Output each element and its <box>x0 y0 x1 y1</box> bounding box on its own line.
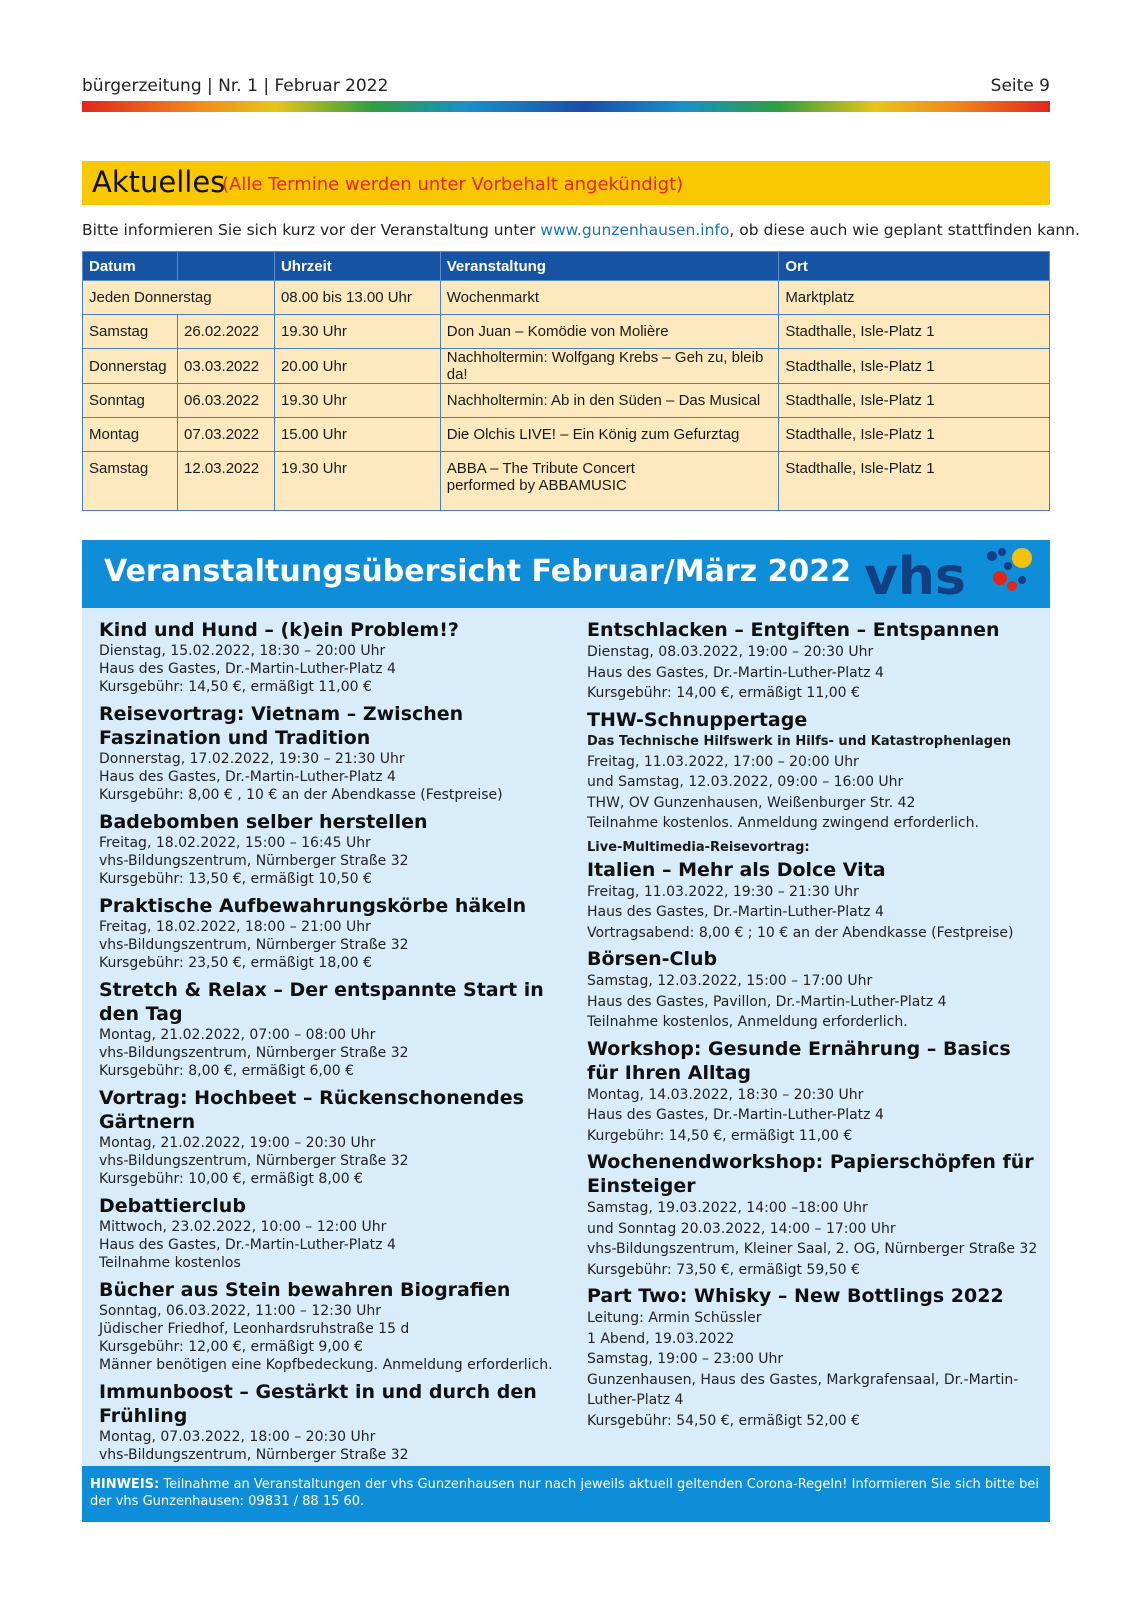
event-detail-line: Kursgebühr: 13,50 €, ermäßigt 10,50 € <box>99 871 372 887</box>
event-title: Vortrag: Hochbeet – Rückenschonendes Gärtnern <box>99 1087 524 1133</box>
vhs-logo-text: vhs <box>864 547 966 606</box>
cell-ort: Stadthalle, Isle-Platz 1 <box>779 384 1050 418</box>
event-title: Italien – Mehr als Dolce Vita <box>587 858 886 881</box>
cell-datum: Jeden Donnerstag <box>83 281 275 315</box>
event-detail-line: Haus des Gastes, Dr.-Martin-Luther-Platz 4 <box>587 1107 884 1123</box>
hinweis-box <box>82 1466 1050 1522</box>
column-header-datum: Datum <box>83 252 178 281</box>
event-item <box>587 618 1042 704</box>
event-detail-line: Montag, 14.03.2022, 18:30 – 20:30 Uhr <box>587 1086 864 1103</box>
event-detail-line: Kursgebühr: 14,50 €, ermäßigt 11,00 € <box>99 679 372 695</box>
event-detail-line: Gunzenhausen, Haus des Gastes, Markgrafensaal, Dr.-Martin-Luther-Platz 4 <box>587 1371 1019 1408</box>
event-detail-line: Montag, 21.02.2022, 19:00 – 20:30 Uhr <box>99 1135 376 1151</box>
cell-tag: Montag <box>83 418 178 452</box>
event-detail-line: und Sonntag 20.03.2022, 14:00 – 17:00 Uhr <box>587 1220 896 1237</box>
event-detail-line: vhs-Bildungszentrum, Nürnberger Straße 32 <box>99 1447 409 1463</box>
event-detail-line: vhs-Bildungszentrum, Nürnberger Straße 32 <box>99 937 409 953</box>
event-detail-line: Montag, 07.03.2022, 18:00 – 20:30 Uhr <box>99 1429 376 1445</box>
cell-veranstaltung: Wochenmarkt <box>440 281 779 315</box>
cell-veranstaltung: Die Olchis LIVE! – Ein König zum Gefurztag <box>440 418 779 452</box>
vhs-section <box>82 540 1050 1522</box>
event-title: Praktische Aufbewahrungskörbe häkeln <box>99 895 527 917</box>
cell-datum: 06.03.2022 <box>177 384 274 418</box>
event-detail-line: Kursgebühr: 14,00 €, ermäßigt 11,00 € <box>587 685 860 701</box>
event-detail-line: Haus des Gastes, Dr.-Martin-Luther-Platz 4 <box>99 769 396 785</box>
cell-tag: Sonntag <box>83 384 178 418</box>
cell-ort: Stadthalle, Isle-Platz 1 <box>779 452 1050 511</box>
event-detail-line: Dienstag, 15.02.2022, 18:30 – 20:00 Uhr <box>99 643 386 659</box>
cell-uhrzeit: 19.30 Uhr <box>274 452 440 511</box>
event-detail-line: Samstag, 19.03.2022, 14:00 –18:00 Uhr <box>587 1200 868 1216</box>
event-title: Stretch & Relax – Der entspannte Start in den Tag <box>99 979 544 1025</box>
event-title: THW-Schnuppertage <box>587 708 808 731</box>
aktuelles-note: (Alle Termine werden unter Vorbehalt angekündigt) <box>222 174 684 195</box>
cell-veranstaltung <box>440 452 779 511</box>
cell-uhrzeit: 08.00 bis 13.00 Uhr <box>274 281 440 315</box>
cell-veranstaltung: Nachholtermin: Wolfgang Krebs – Geh zu, bleib da! <box>440 349 779 384</box>
event-item <box>99 978 559 1080</box>
aktuelles-banner <box>82 161 1050 205</box>
event-detail-line: Montag, 21.02.2022, 07:00 – 08:00 Uhr <box>99 1027 376 1043</box>
column-header-ort: Ort <box>779 252 1050 281</box>
event-detail-line: vhs-Bildungszentrum, Nürnberger Straße 32 <box>99 1153 409 1169</box>
table-row <box>83 315 1050 349</box>
left-column <box>99 618 559 1488</box>
event-detail-line: Sonntag, 06.03.2022, 11:00 – 12:30 Uhr <box>99 1303 382 1319</box>
event-item <box>99 810 559 888</box>
event-detail-line: Haus des Gastes, Dr.-Martin-Luther-Platz 4 <box>587 904 884 920</box>
cell-tag: Samstag <box>83 315 178 349</box>
event-title: Workshop: Gesunde Ernährung – Basics für Ihren Alltag <box>587 1037 1011 1084</box>
event-detail-line: Freitag, 18.02.2022, 18:00 – 21:00 Uhr <box>99 919 371 935</box>
hinweis-text: Teilnahme an Veranstaltungen der vhs Gunzenhausen nur nach jeweils aktuell geltenden Corona-Regeln! Informieren Sie sich bitte bei der vhs Gunzenhausen: 09831 / 88 15 60. <box>90 1477 1039 1509</box>
cell-datum: 03.03.2022 <box>177 349 274 384</box>
event-detail-line: THW, OV Gunzenhausen, Weißenburger Str. 42 <box>587 794 916 811</box>
publication-info: bürgerzeitung | Nr. 1 | Februar 2022 <box>82 76 389 96</box>
event-title: Reisevortrag: Vietnam – Zwischen Faszination und Tradition <box>99 703 464 749</box>
event-detail-line: Samstag, 19:00 – 23:00 Uhr <box>587 1351 784 1367</box>
event-detail-line: Kursgebühr: 8,00 €, ermäßigt 6,00 € <box>99 1063 355 1079</box>
column-header-empty <box>177 252 274 281</box>
event-detail-line: vhs-Bildungszentrum, Nürnberger Straße 32 <box>99 853 409 869</box>
event-detail-line: vhs-Bildungszentrum, Kleiner Saal, 2. OG, Nürnberger Straße 32 <box>587 1241 1038 1257</box>
event-detail-line: Kursgebühr: 12,00 €, ermäßigt 9,00 € <box>99 1339 363 1355</box>
page-header <box>82 76 1050 100</box>
cell-ort: Stadthalle, Isle-Platz 1 <box>779 418 1050 452</box>
cell-veranstaltung: Don Juan – Komödie von Molière <box>440 315 779 349</box>
website-link[interactable]: www.gunzenhausen.info <box>540 221 730 239</box>
event-detail-line: Donnerstag, 17.02.2022, 19:30 – 21:30 Uhr <box>99 751 405 767</box>
cell-veranstaltung: Nachholtermin: Ab in den Süden – Das Musical <box>440 384 779 418</box>
event-title: Part Two: Whisky – New Bottlings 2022 <box>587 1285 1004 1307</box>
event-detail-line: Teilnahme kostenlos, Anmeldung erforderlich. <box>587 1014 908 1030</box>
event-detail-line: Teilnahme kostenlos <box>99 1255 241 1271</box>
cell-tag: Donnerstag <box>83 349 178 384</box>
event-subtitle: Das Technische Hilfswerk in Hilfs- und Katastrophenlagen <box>587 733 1012 749</box>
table-row <box>83 349 1050 384</box>
cell-datum: 07.03.2022 <box>177 418 274 452</box>
event-detail-line: Freitag, 11.03.2022, 17:00 – 20:00 Uhr <box>587 753 859 770</box>
right-column <box>587 618 1042 1435</box>
event-title: Immunboost – Gestärkt in und durch den Frühling <box>99 1381 537 1427</box>
cell-tag: Samstag <box>83 452 178 511</box>
event-title: Börsen-Club <box>587 948 718 970</box>
vhs-logo <box>862 542 1042 606</box>
event-item <box>587 708 1042 834</box>
event-detail-line: Haus des Gastes, Pavillon, Dr.-Martin-Luther-Platz 4 <box>587 993 947 1010</box>
cell-uhrzeit: 15.00 Uhr <box>274 418 440 452</box>
cell-ort: Stadthalle, Isle-Platz 1 <box>779 349 1050 384</box>
column-header-veranstaltung: Veranstaltung <box>440 252 779 281</box>
event-item <box>99 618 559 696</box>
event-title: Debattierclub <box>99 1195 246 1217</box>
event-detail-line: Vortragsabend: 8,00 € ; 10 € an der Abendkasse (Festpreise) <box>587 924 1014 941</box>
event-kicker: Live-Multimedia-Reisevortrag: <box>587 839 810 855</box>
event-detail-line: Freitag, 18.02.2022, 15:00 – 16:45 Uhr <box>99 835 371 851</box>
event-detail-line: und Samstag, 12.03.2022, 09:00 – 16:00 Uhr <box>587 774 904 790</box>
event-item <box>587 1284 1042 1431</box>
event-title: Bücher aus Stein bewahren Biografien <box>99 1279 511 1301</box>
event-detail-line: Dienstag, 08.03.2022, 19:00 – 20:30 Uhr <box>587 644 874 660</box>
event-item <box>587 838 1042 944</box>
table-row <box>83 384 1050 418</box>
table-header-row <box>83 252 1050 281</box>
event-detail-line: Männer benötigen eine Kopfbedeckung. Anmeldung erforderlich. <box>99 1357 553 1373</box>
table-row <box>83 418 1050 452</box>
event-item <box>99 1194 559 1272</box>
event-item <box>99 1278 559 1374</box>
event-item <box>99 1086 559 1188</box>
events-table <box>82 251 1050 511</box>
event-detail-line: Kursgebühr: 23,50 €, ermäßigt 18,00 € <box>99 955 372 971</box>
event-item <box>587 1037 1042 1147</box>
event-title: Kind und Hund – (k)ein Problem!? <box>99 619 459 641</box>
intro-text-2: , ob diese auch wie geplant stattfinden kann. <box>729 221 1080 239</box>
cell-ort: Marktplatz <box>779 281 1050 315</box>
cell-datum: 26.02.2022 <box>177 315 274 349</box>
rainbow-stripe <box>82 101 1050 112</box>
hinweis-label: HINWEIS: <box>90 1477 160 1492</box>
page-number: Seite 9 <box>990 76 1050 96</box>
cell-uhrzeit: 19.30 Uhr <box>274 384 440 418</box>
event-detail-line: vhs-Bildungszentrum, Nürnberger Straße 32 <box>99 1045 409 1061</box>
event-title: Badebomben selber herstellen <box>99 811 428 833</box>
event-detail-line: Teilnahme kostenlos. Anmeldung zwingend erforderlich. <box>587 815 979 831</box>
event-detail-line: Mittwoch, 23.02.2022, 10:00 – 12:00 Uhr <box>99 1219 387 1235</box>
intro-text-1: Bitte informieren Sie sich kurz vor der Veranstaltung unter <box>82 221 541 239</box>
table-row <box>83 452 1050 511</box>
vhs-header <box>82 540 1050 608</box>
event-detail-line: Kursgebühr: 10,00 €, ermäßigt 8,00 € <box>99 1171 363 1187</box>
aktuelles-title: Aktuelles <box>92 165 226 199</box>
table-row <box>83 281 1050 315</box>
cell-uhrzeit: 20.00 Uhr <box>274 349 440 384</box>
cell-datum: 12.03.2022 <box>177 452 274 511</box>
vhs-title: Veranstaltungsübersicht Februar/März 2022 <box>104 554 852 589</box>
veranstaltung-line-1: ABBA – The Tribute Concert <box>446 460 635 477</box>
event-detail-line: Haus des Gastes, Dr.-Martin-Luther-Platz 4 <box>99 661 396 677</box>
event-detail-line: Jüdischer Friedhof, Leonhardsruhstraße 15 d <box>99 1321 410 1337</box>
event-detail-line: Haus des Gastes, Dr.-Martin-Luther-Platz 4 <box>99 1237 396 1253</box>
event-detail-line: Kursgebühr: 54,50 €, ermäßigt 52,00 € <box>587 1412 860 1429</box>
cell-ort: Stadthalle, Isle-Platz 1 <box>779 315 1050 349</box>
event-detail-line: Freitag, 11.03.2022, 19:30 – 21:30 Uhr <box>587 883 859 900</box>
veranstaltung-line-2: performed by ABBAMUSIC <box>446 477 627 494</box>
event-detail-line: 1 Abend, 19.03.2022 <box>587 1330 735 1347</box>
event-detail-line: Kurgebühr: 14,50 €, ermäßigt 11,00 € <box>587 1127 853 1144</box>
cell-uhrzeit: 19.30 Uhr <box>274 315 440 349</box>
event-item <box>587 1150 1042 1280</box>
event-detail-line: Haus des Gastes, Dr.-Martin-Luther-Platz 4 <box>587 664 884 681</box>
event-detail-line: Leitung: Armin Schüssler <box>587 1310 762 1326</box>
event-title: Wochenendworkshop: Papierschöpfen für Einsteiger <box>587 1151 1034 1197</box>
column-header-uhrzeit: Uhrzeit <box>274 252 440 281</box>
event-item <box>99 702 559 804</box>
event-item <box>99 894 559 972</box>
event-detail-line: Samstag, 12.03.2022, 15:00 – 17:00 Uhr <box>587 973 873 989</box>
aktuelles-intro <box>82 221 1080 239</box>
event-detail-line: Kursgebühr: 8,00 € , 10 € an der Abendkasse (Festpreise) <box>99 787 503 803</box>
event-detail-line: Kursgebühr: 73,50 €, ermäßigt 59,50 € <box>587 1261 860 1278</box>
event-title: Entschlacken – Entgiften – Entspannen <box>587 619 1000 641</box>
event-item <box>587 947 1042 1033</box>
